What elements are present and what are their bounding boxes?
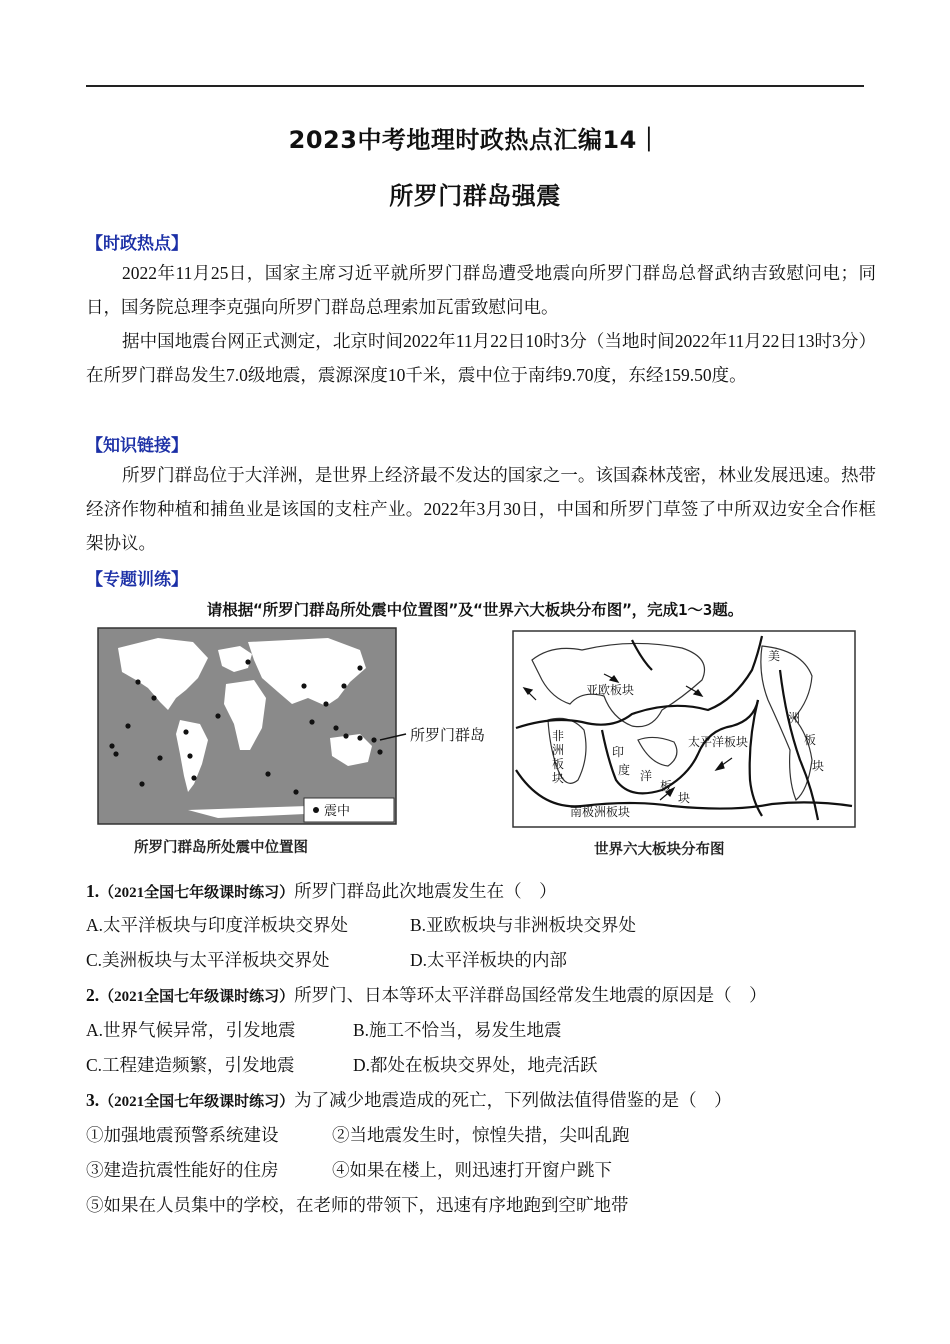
hot-topic-paragraph-2: 据中国地震台网正式测定，北京时间2022年11月22日10时3分（当地时间2022年11月22日13时3分）在所罗门群岛发生7.0级地震，震源深度10千米，震中位于南纬9.70度，东经159.50度。 xyxy=(86,331,876,385)
label-america-1: 美 xyxy=(768,649,781,663)
label-pacific-plate: 太平洋板块 xyxy=(688,735,749,749)
question-2-number: 2. xyxy=(86,985,100,1005)
question-3 xyxy=(86,1087,732,1112)
section-training: 【专题训练】 xyxy=(86,570,188,590)
question-2-source: （2021全国七年级课时练习） xyxy=(99,989,295,1005)
epicenter-map xyxy=(98,628,486,828)
plates-map xyxy=(512,630,858,830)
callout-solomon-islands: 所罗门群岛 xyxy=(410,726,486,744)
q3-item-1: ①加强地震预警系统建设 xyxy=(86,1125,279,1145)
page-title-line2: 所罗门群岛强震 xyxy=(389,182,561,210)
legend-epicenter: 震中 xyxy=(324,804,351,819)
q1-option-c[interactable]: C.美洲板块与太平洋板块交界处 xyxy=(86,950,330,970)
caption-epicenter-map: 所罗门群岛所处震中位置图 xyxy=(134,840,308,856)
q1-option-b[interactable]: B.亚欧板块与非洲板块交界处 xyxy=(410,915,637,935)
hot-topic-paragraph-1: 2022年11月25日，国家主席习近平就所罗门群岛遭受地震向所罗门群岛总督武纳吉致慰问电；同日，国务院总理李克强向所罗门群岛总理索加瓦雷致慰问电。 xyxy=(86,263,876,317)
knowledge-paragraph: 所罗门群岛位于大洋洲，是世界上经济最不发达的国家之一。该国森林茂密，林业发展迅速。热带经济作物种植和捕鱼业是该国的支柱产业。2022年3月30日，中国和所罗门草签了中所双边安全合作框架协议。 xyxy=(86,465,876,553)
question-1-stem: 所罗门群岛此次地震发生在（ ） xyxy=(294,881,557,901)
label-africa-4: 块 xyxy=(552,771,565,785)
q3-item-3: ③建造抗震性能好的住房 xyxy=(86,1160,279,1180)
page-title-line1: 2023中考地理时政热点汇编14｜ xyxy=(288,126,662,154)
label-indian-4: 板 xyxy=(660,779,673,793)
caption-plates-map: 世界六大板块分布图 xyxy=(594,842,725,858)
label-america-2: 洲 xyxy=(788,711,801,725)
label-indian-5: 块 xyxy=(678,791,691,805)
q2-option-b[interactable]: B.施工不恰当，易发生地震 xyxy=(353,1020,562,1040)
label-america-4: 块 xyxy=(812,759,825,773)
question-3-stem: 为了减少地震造成的死亡，下列做法值得借鉴的是（ ） xyxy=(294,1090,732,1110)
section-knowledge: 【知识链接】 xyxy=(86,436,188,456)
q3-item-2: ②当地震发生时，惊惶失措，尖叫乱跑 xyxy=(332,1125,630,1145)
q2-option-a[interactable]: A.世界气候异常，引发地震 xyxy=(86,1020,296,1040)
question-3-source: （2021全国七年级课时练习） xyxy=(99,1094,295,1110)
label-indian-1: 印 xyxy=(612,745,625,759)
header-rule xyxy=(86,85,864,87)
q3-item-4: ④如果在楼上，则迅速打开窗户跳下 xyxy=(332,1160,612,1180)
question-2 xyxy=(86,982,767,1007)
q1-option-d[interactable]: D.太平洋板块的内部 xyxy=(410,950,568,970)
q2-option-d[interactable]: D.都处在板块交界处，地壳活跃 xyxy=(353,1055,598,1075)
label-america-3: 板 xyxy=(804,733,817,747)
section-hot-topic: 【时政热点】 xyxy=(86,234,188,254)
question-1-number: 1. xyxy=(86,881,100,901)
question-1-source: （2021全国七年级课时练习） xyxy=(99,885,295,901)
label-africa-3: 板 xyxy=(552,757,565,771)
q2-option-c[interactable]: C.工程建造频繁，引发地震 xyxy=(86,1055,295,1075)
question-1 xyxy=(86,878,557,903)
question-2-stem: 所罗门、日本等环太平洋群岛国经常发生地震的原因是（ ） xyxy=(294,985,767,1005)
label-eurasia-plate: 亚欧板块 xyxy=(586,683,635,697)
q3-item-5: ⑤如果在人员集中的学校，在老师的带领下，迅速有序地跑到空旷地带 xyxy=(86,1195,629,1215)
label-indian-2: 度 xyxy=(618,763,631,777)
q1-option-a[interactable]: A.太平洋板块与印度洋板块交界处 xyxy=(86,915,349,935)
label-africa-2: 洲 xyxy=(552,743,565,757)
label-africa-1: 非 xyxy=(552,729,565,743)
label-indian-3: 洋 xyxy=(640,769,653,783)
question-3-number: 3. xyxy=(86,1090,100,1110)
exercise-instruction: 请根据“所罗门群岛所处震中位置图”及“世界六大板块分布图”，完成1～3题。 xyxy=(206,601,744,619)
label-antarctic-plate: 南极洲板块 xyxy=(570,805,631,819)
